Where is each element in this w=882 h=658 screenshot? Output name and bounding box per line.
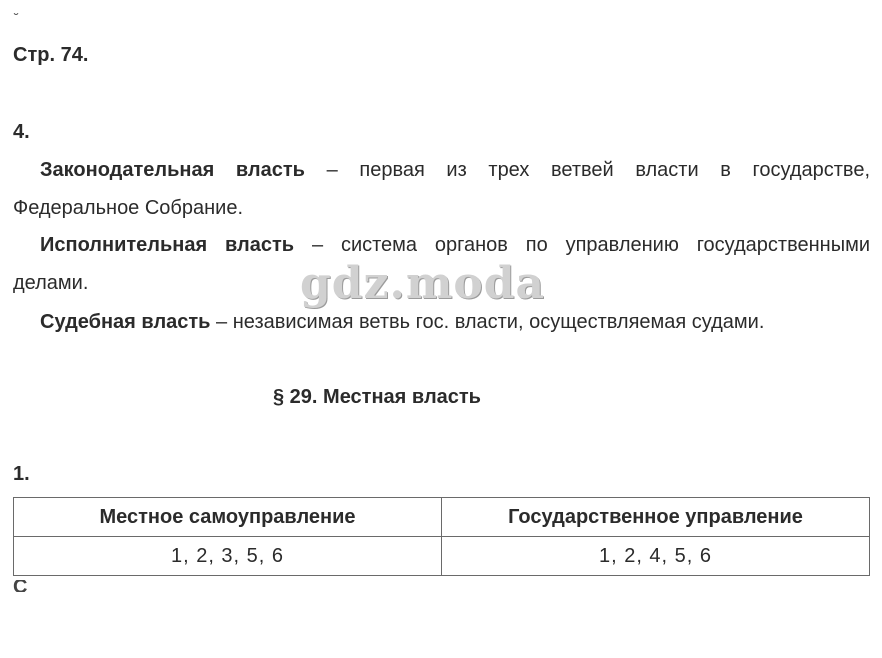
table-row: [14, 537, 870, 576]
page-reference: Стр. 74.: [13, 44, 89, 66]
definition-legislative-cont: Федеральное Собрание.: [13, 197, 244, 219]
term-executive: Исполнительная власть: [40, 234, 295, 256]
answer-table: [13, 497, 870, 576]
cropped-next-line-text: С‍‍: [13, 580, 28, 592]
watermark-logo: gdz.moda: [300, 258, 546, 309]
table-header-state: Государственное управление: [442, 498, 870, 537]
table-cell-local: 1, 2, 3, 5, 6: [14, 537, 442, 576]
definition-executive-text: – система органов по управлению государственными: [311, 234, 870, 256]
definition-judicial-text: – независимая ветвь гос. власти, осуществляемая судами.: [216, 311, 765, 333]
section-heading: § 29. Местная власть: [273, 386, 481, 408]
table-header-row: [14, 498, 870, 537]
table-header-local: Местное самоуправление: [14, 498, 442, 537]
definition-executive-cont: делами.: [13, 272, 89, 294]
cropped-next-line: [13, 580, 213, 592]
table-cell-state: 1, 2, 4, 5, 6: [442, 537, 870, 576]
definition-legislative: [40, 158, 870, 182]
crop-fragment: ˘: [14, 10, 19, 26]
task-number-1: 1.: [13, 463, 30, 485]
task-number-4: 4.: [13, 121, 30, 143]
definition-judicial: [40, 310, 764, 334]
term-legislative: Законодательная власть: [40, 159, 305, 181]
term-judicial: Судебная власть: [40, 311, 211, 333]
definition-executive: [40, 233, 870, 257]
definition-legislative-text: – первая из трех ветвей власти в государстве,: [326, 159, 871, 181]
